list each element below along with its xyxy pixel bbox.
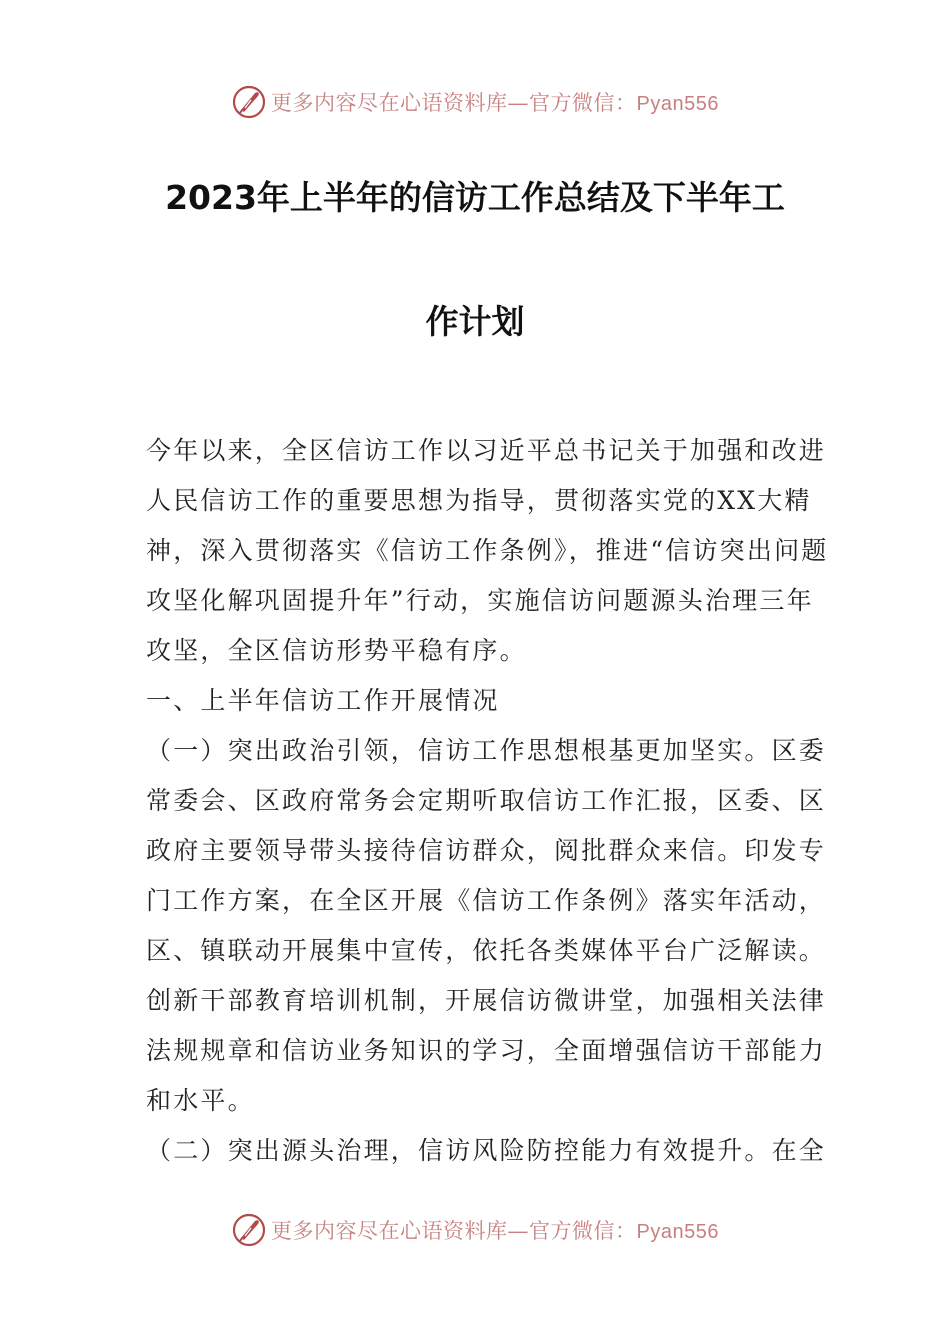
paragraph-subsection-1: （一）突出政治引领，信访工作思想根基更加坚实。区委常委会、区政府常务会定期听取信访工作汇报，区委、区政府主要领导带头接待信访群众，阅批群众来信。印发专门工作方案，在全区开展《信访工作条例》落实年活动，区、镇联动开展集中宣传，依托各类媒体平台广泛解读。创新干部教育培训机制，开展信访微讲堂，加强相关法律法规规章和信访业务知识的学习，全面增强信访干部能力和水平。 — [146, 736, 827, 1115]
document-title-line-1: 2023年上半年的信访工作总结及下半年工 — [165, 178, 785, 217]
document-body — [146, 426, 836, 1176]
paragraph-intro: 今年以来，全区信访工作以习近平总书记关于加强和改进人民信访工作的重要思想为指导，贯彻落实党的XX大精神，深入贯彻落实《信访工作条例》，推进“信访突出问题攻坚化解巩固提升年”行动，实施信访问题源头治理三年攻坚，全区信访形势平稳有序。 — [146, 436, 829, 665]
quill-pen-logo-icon — [231, 84, 267, 120]
quill-pen-logo-icon — [231, 1212, 267, 1248]
footer-watermark — [0, 1208, 950, 1252]
document-title-line-2: 作计划 — [425, 302, 525, 341]
paragraph-subsection-2: （二）突出源头治理，信访风险防控能力有效提升。在全 — [146, 1136, 827, 1165]
header-watermark — [0, 80, 950, 124]
watermark-text: 更多内容尽在心语资料库—官方微信：Pyan556 — [271, 91, 719, 115]
section-heading-1: 一、上半年信访工作开展情况 — [146, 686, 500, 715]
watermark-id: Pyan556 — [636, 1221, 719, 1243]
watermark-id: Pyan556 — [636, 93, 719, 115]
watermark-text: 更多内容尽在心语资料库—官方微信：Pyan556 — [271, 1219, 719, 1243]
